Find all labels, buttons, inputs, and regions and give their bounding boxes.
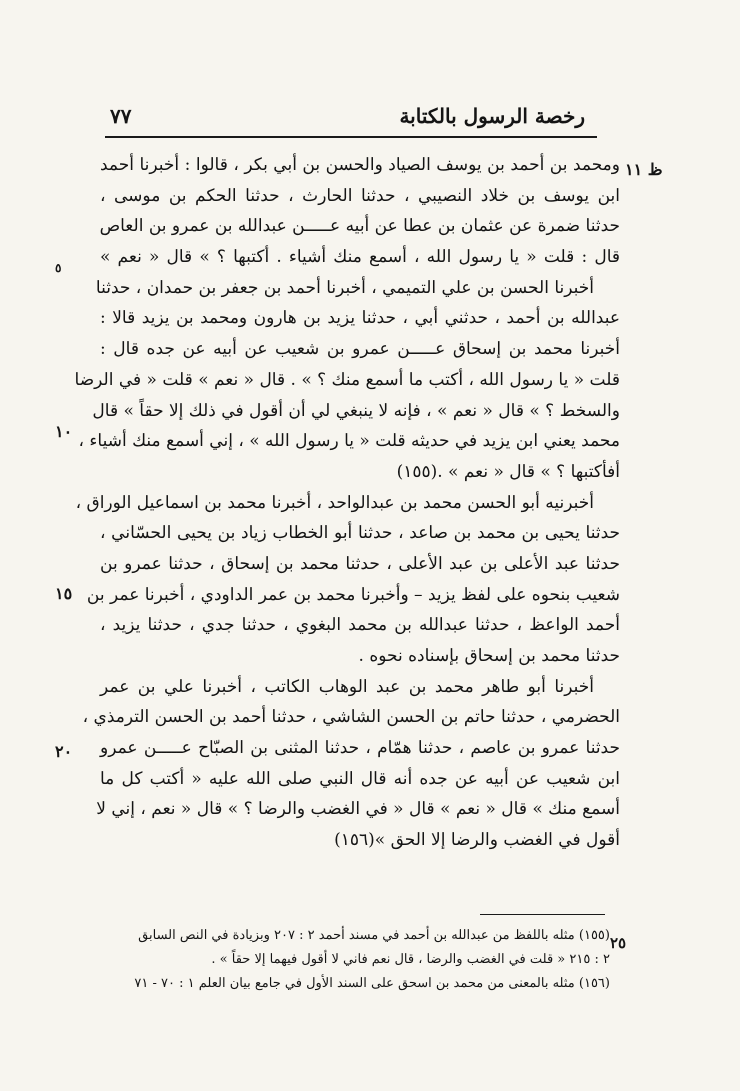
text-line: حدثنا يحيى بن محمد بن صاعد ، حدثنا أبو الخطاب زياد بن يحيى الحسّاني ، [100, 523, 620, 544]
text-line: قلت « يا رسول الله ، أكتب ما أسمع منك ؟ » . قال « نعم » قلت « في الرضا [74, 369, 620, 390]
header-rule [105, 136, 597, 138]
text-line: حدثنا محمد بن إسحاق بإسناده نحوه . [358, 646, 620, 666]
text-line: الحضرمي ، حدثنا حاتم بن الحسن الشاشي ، حدثنا أحمد بن الحسن الترمذي ، [82, 707, 620, 728]
text-line: ومحمد بن أحمد بن يوسف الصياد والحسن بن أبي بكر ، قالوا : أخبرنا أحمد [100, 155, 620, 175]
footnotes [134, 924, 610, 996]
text-line: قال : قلت « يا رسول الله ، أسمع منك أشياء . أكتبها ؟ » قال « نعم » [100, 247, 620, 268]
text-line: أخبرنا الحسن بن علي التميمي ، أخبرنا أحمد بن جعفر بن حمدان ، حدثنا [95, 277, 594, 298]
margin-line-5-marker: ٥ [55, 261, 62, 275]
footnote-line: (١٥٥) مثله باللفظ من عبدالله بن أحمد في مسند أحمد ٢ : ٢٠٧ وبزيادة في النص السابق [138, 928, 610, 943]
margin-line-15: ١٥ [55, 584, 73, 603]
text-line: حدثنا ضمرة عن عثمان بن عطا عن أبيه عـــــن عبدالله بن عمرو بن العاص [99, 216, 620, 237]
text-line: أقول في الغضب والرضا إلا الحق »(١٥٦) [334, 830, 620, 851]
text-line: محمد يعني ابن يزيد في حديثه قلت « يا رسول الله » ، إني أسمع منك أشياء ، [78, 431, 620, 452]
text-line: والسخط ؟ » قال « نعم » ، فإنه لا ينبغي لي أن أقول في ذلك إلا حقاً » قال [92, 400, 620, 421]
text-line: أخبرنا محمد بن إسحاق عـــــن عمرو بن شعيب عن أبيه عن جده قال : [100, 339, 620, 360]
page-header [110, 104, 585, 134]
page-number: ٧٧ [110, 104, 132, 128]
text-line: حدثنا عبد الأعلى بن عبد الأعلى ، حدثنا محمد بن إسحاق ، حدثنا عمرو بن [100, 553, 620, 574]
text-line: شعيب بنحوه على لفظ يزيد – وأخبرنا محمد بن عمر الداودي ، أخبرنا عمر بن [86, 584, 620, 605]
text-line: أخبرنا أبو طاهر محمد بن عبد الوهاب الكاتب ، أخبرنا علي بن عمر [100, 676, 594, 697]
text-line: أخبرنيه أبو الحسن محمد بن عبدالواحد ، أخبرنا محمد بن اسماعيل الوراق ، [75, 492, 594, 513]
margin-ref-manuscript: ظ ١١ [625, 160, 663, 179]
footnote-line: ٢ : ٢١٥ « قلت في الغضب والرضا ، قال نعم فاني لا أقول فيهما إلا حقاً » . [211, 952, 610, 967]
text-line: أحمد الواعظ ، حدثنا عبدالله بن محمد البغوي ، حدثنا جدي ، حدثنا يزيد ، [100, 615, 620, 636]
margin-line-25: ٢٥ [610, 934, 627, 952]
running-title: رخصة الرسول بالكتابة [399, 104, 585, 128]
text-line: عبدالله بن أحمد ، حدثني أبي ، حدثنا يزيد بن هارون ومحمد بن يزيد قالا : [100, 308, 620, 329]
footnote-rule [480, 914, 605, 915]
margin-line-10: ١٠ [55, 422, 73, 441]
main-text [74, 150, 620, 856]
text-line: ابن شعيب عن أبيه عن جده أنه قال النبي صلى الله عليه « أكتب كل ما [100, 768, 620, 789]
text-line: حدثنا عمرو بن عاصم ، حدثنا همّام ، حدثنا المثنى بن الصبّاح عـــــن عمرو [100, 738, 620, 759]
margin-line-20: ٢٠ [55, 742, 73, 761]
text-line: أسمع منك » قال « نعم » قال « في الغضب والرضا ؟ » قال « نعم ، إني لا [96, 799, 620, 820]
footnote-line: (١٥٦) مثله بالمعنى من محمد بن اسحق على السند الأول في جامع بيان العلم ١ : ٧٠ - ٧١ [134, 976, 610, 991]
text-line: ابن يوسف بن خلاد النصيبي ، حدثنا الحارث ، حدثنا الحكم بن موسى ، [100, 185, 620, 206]
text-line: أفأكتبها ؟ » قال « نعم » .(١٥٥) [396, 461, 620, 482]
